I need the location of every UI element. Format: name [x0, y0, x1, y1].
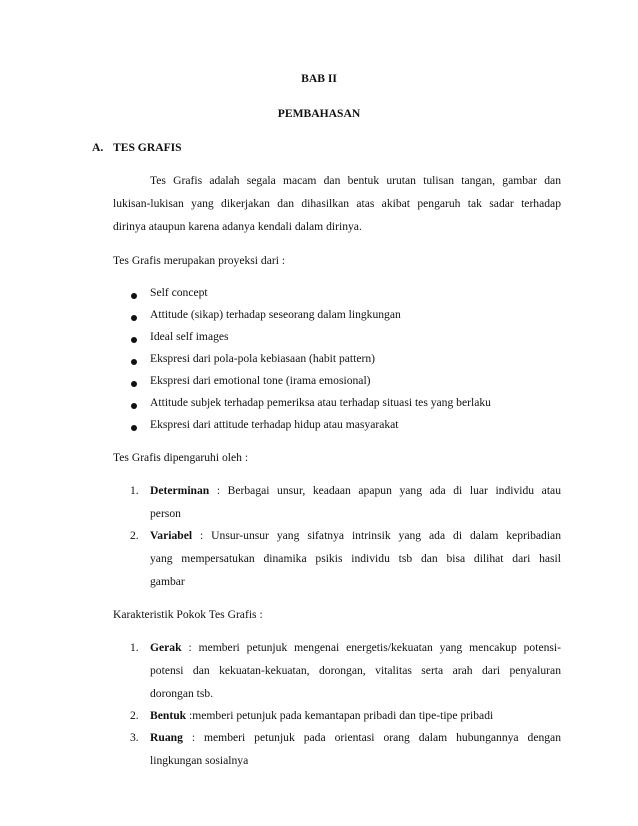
projection-lead: Tes Grafis merupakan proyeksi dari :	[113, 254, 286, 267]
influence-lead: Tes Grafis dipengaruhi oleh :	[113, 451, 249, 464]
section-title: TES GRAFIS	[113, 141, 182, 154]
list-item: Ideal self images	[150, 330, 229, 343]
list-item-line: person	[150, 507, 181, 520]
bullet-icon	[131, 403, 137, 409]
definition: : memberi petunjuk mengenai energetis/kekuatan yang mencakup potensi-	[181, 641, 561, 654]
bullet-icon	[131, 293, 137, 299]
list-item: Attitude subjek terhadap pemeriksa atau terhadap situasi tes yang berlaku	[150, 396, 491, 409]
term: Determinan	[150, 484, 210, 497]
list-item-line	[150, 731, 561, 744]
list-item-line	[150, 641, 561, 654]
list-item-line: yang mempersatukan dinamika psikis individu tsb dan bisa dilihat dari hasil	[150, 552, 561, 565]
definition: : Unsur-unsur yang sifatnya intrinsik yang ada di dalam kepribadian	[192, 529, 561, 542]
definition: : memberi petunjuk pada orientasi orang dalam hubungannya dengan	[182, 731, 561, 744]
bullet-icon	[131, 381, 137, 387]
section-marker: A.	[92, 141, 104, 154]
term: Gerak	[150, 641, 182, 654]
list-item-line: dorongan tsb.	[150, 687, 214, 700]
list-number: 2.	[130, 709, 139, 722]
list-item-line	[150, 529, 561, 542]
list-number: 1.	[130, 641, 139, 654]
list-number: 2.	[130, 529, 139, 542]
intro-line-2: lukisan-lukisan yang dikerjakan dan dihasilkan atas akibat pengaruh tak sadar terhadap	[113, 197, 561, 210]
definition: :memberi petunjuk pada kemantapan pribadi dan tipe-tipe pribadi	[186, 709, 494, 722]
bullet-icon	[131, 425, 137, 431]
list-item-line: lingkungan sosialnya	[150, 754, 249, 767]
term: Variabel	[150, 529, 193, 542]
definition: : Berbagai unsur, keadaan apapun yang ada di luar individu atau	[209, 484, 561, 497]
list-item-line	[150, 709, 493, 722]
bullet-icon	[131, 337, 137, 343]
list-item: Ekspresi dari pola-pola kebiasaan (habit pattern)	[150, 352, 376, 365]
list-item: Self concept	[150, 286, 208, 299]
list-number: 1.	[130, 484, 139, 497]
chapter-title: PEMBAHASAN	[277, 107, 361, 120]
intro-line-3: dirinya ataupun karena adanya kendali dalam dirinya.	[113, 220, 362, 233]
list-item: Ekspresi dari attitude terhadap hidup atau masyarakat	[150, 418, 399, 431]
term: Ruang	[150, 731, 183, 744]
bullet-icon	[131, 315, 137, 321]
bullet-icon	[131, 359, 137, 365]
chapter-heading: BAB II	[301, 72, 337, 85]
characteristics-lead: Karakteristik Pokok Tes Grafis :	[113, 608, 263, 621]
list-number: 3.	[130, 731, 139, 744]
term: Bentuk	[150, 709, 187, 722]
list-item: Ekspresi dari emotional tone (irama emosional)	[150, 374, 371, 387]
list-item-line	[150, 484, 561, 497]
list-item-line: gambar	[150, 575, 185, 588]
list-item-line: potensi dan kekuatan-kekuatan, dorongan, vitalitas serta arah dari penyaluran	[150, 664, 561, 677]
intro-line-1: Tes Grafis adalah segala macam dan bentuk urutan tulisan tangan, gambar dan	[150, 174, 561, 187]
list-item: Attitude (sikap) terhadap seseorang dalam lingkungan	[150, 308, 401, 321]
